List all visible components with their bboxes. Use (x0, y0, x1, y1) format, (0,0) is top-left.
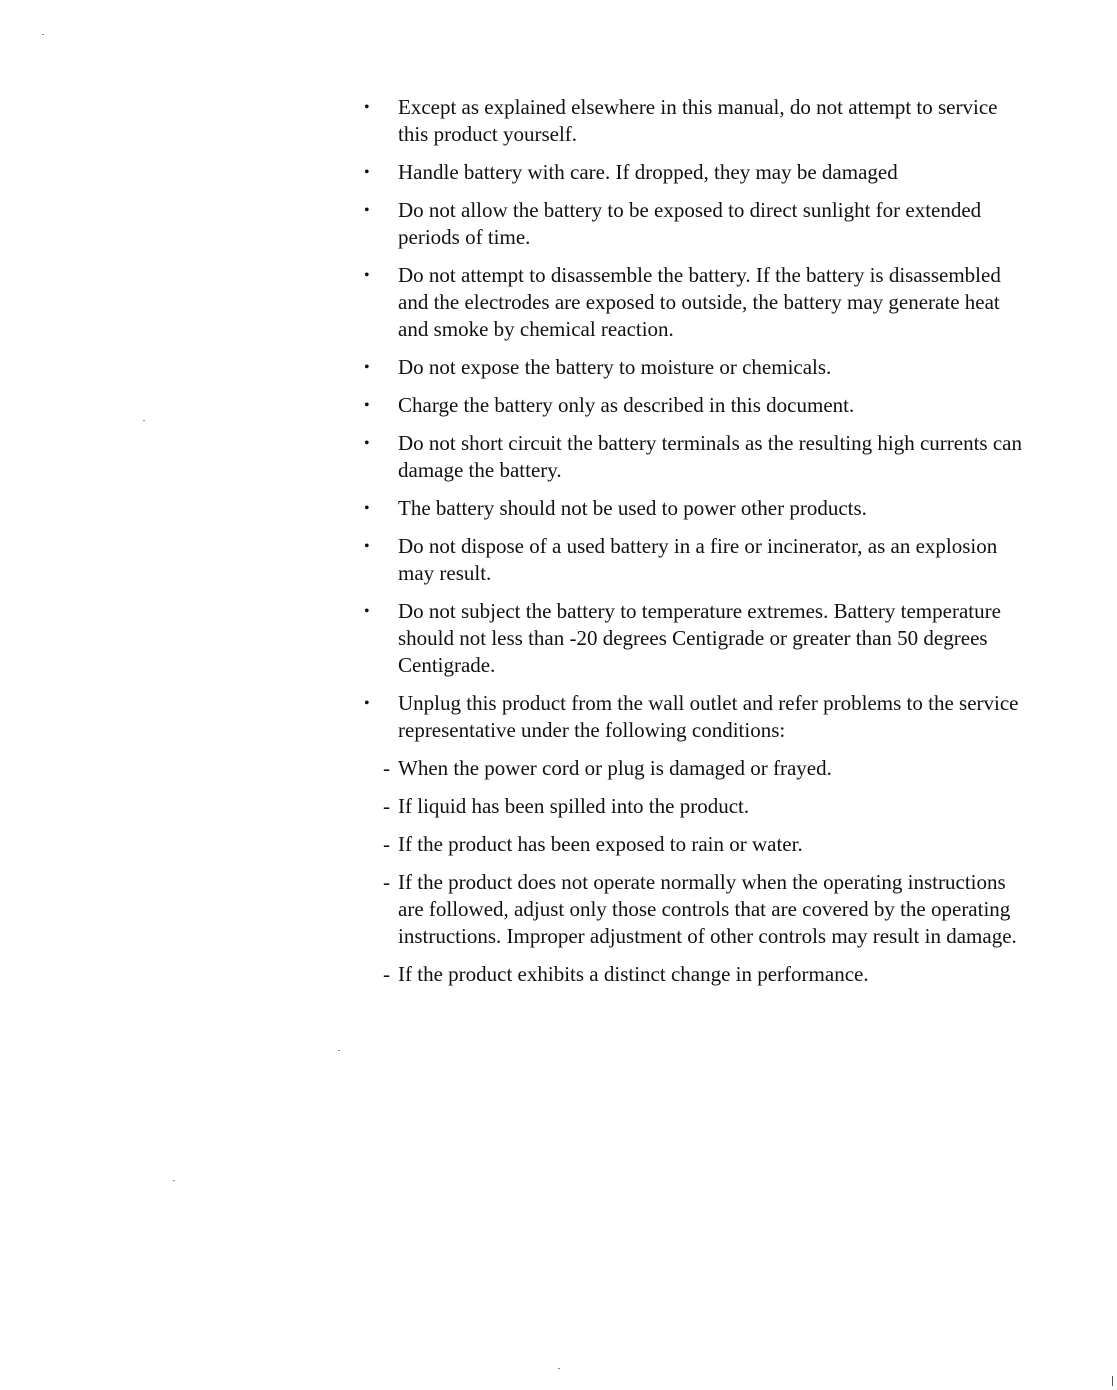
condition-text: If the product has been exposed to rain or water. (398, 832, 803, 856)
bullet-list (360, 94, 1030, 744)
dash-icon: - (383, 962, 390, 986)
bullet-icon: • (364, 500, 370, 517)
bullet-item (360, 495, 1030, 522)
dash-icon: - (383, 832, 390, 856)
condition-text: If liquid has been spilled into the product. (398, 794, 750, 818)
bullet-text: Unplug this product from the wall outlet and refer problems to the service representative under the following conditions: (398, 691, 1019, 742)
bullet-text: Except as explained elsewhere in this manual, do not attempt to service this product yourself. (398, 95, 998, 146)
bullet-text: Charge the battery only as described in this document. (398, 393, 855, 417)
condition-item (360, 755, 1030, 782)
bullet-text: Handle battery with care. If dropped, they may be damaged (398, 160, 898, 184)
bullet-item (360, 197, 1030, 251)
bullet-text: Do not subject the battery to temperature extremes. Battery temperature should not less than -20 degrees Centigrade or greater than 50 degrees Centigrade. (398, 599, 1001, 677)
safety-instructions (360, 94, 1030, 999)
bullet-item (360, 262, 1030, 343)
bullet-icon: • (364, 359, 370, 376)
bullet-item (360, 159, 1030, 186)
dash-icon: - (383, 756, 390, 780)
scan-edge-mark (1112, 1376, 1113, 1386)
bullet-icon: • (364, 267, 370, 284)
bullet-item (360, 598, 1030, 679)
bullet-item (360, 533, 1030, 587)
conditions-list (360, 755, 1030, 988)
bullet-icon: • (364, 435, 370, 452)
bullet-icon: • (364, 164, 370, 181)
bullet-icon: • (364, 603, 370, 620)
condition-item (360, 869, 1030, 950)
bullet-icon: • (364, 202, 370, 219)
bullet-icon: • (364, 695, 370, 712)
condition-item (360, 831, 1030, 858)
condition-item (360, 793, 1030, 820)
bullet-text: Do not dispose of a used battery in a fire or incinerator, as an explosion may result. (398, 534, 998, 585)
scan-speck (42, 34, 44, 35)
bullet-item (360, 392, 1030, 419)
bullet-text: The battery should not be used to power other products. (398, 496, 867, 520)
condition-text: If the product exhibits a distinct change in performance. (398, 962, 869, 986)
dash-icon: - (383, 870, 390, 894)
dash-icon: - (383, 794, 390, 818)
condition-text: When the power cord or plug is damaged or frayed. (398, 756, 832, 780)
bullet-item (360, 690, 1030, 744)
condition-text: If the product does not operate normally when the operating instructions are followed, adjust only those controls that are covered by the operating instructions. Improper adjustment of other controls may result in damage. (398, 870, 1017, 948)
condition-item (360, 961, 1030, 988)
bullet-text: Do not allow the battery to be exposed to direct sunlight for extended periods of time. (398, 198, 982, 249)
bullet-text: Do not attempt to disassemble the battery. If the battery is disassembled and the electrodes are exposed to outside, the battery may generate heat and smoke by chemical reaction. (398, 263, 1001, 341)
bullet-icon: • (364, 397, 370, 414)
scan-speck (143, 420, 145, 421)
scan-speck (338, 1050, 340, 1051)
bullet-text: Do not short circuit the battery terminals as the resulting high currents can damage the battery. (398, 431, 1022, 482)
scan-speck (173, 1180, 175, 1181)
bullet-icon: • (364, 538, 370, 555)
bullet-item (360, 430, 1030, 484)
bullet-item (360, 94, 1030, 148)
bullet-text: Do not expose the battery to moisture or chemicals. (398, 355, 832, 379)
bullet-icon: • (364, 99, 370, 116)
bullet-item (360, 354, 1030, 381)
scan-speck (558, 1368, 560, 1369)
